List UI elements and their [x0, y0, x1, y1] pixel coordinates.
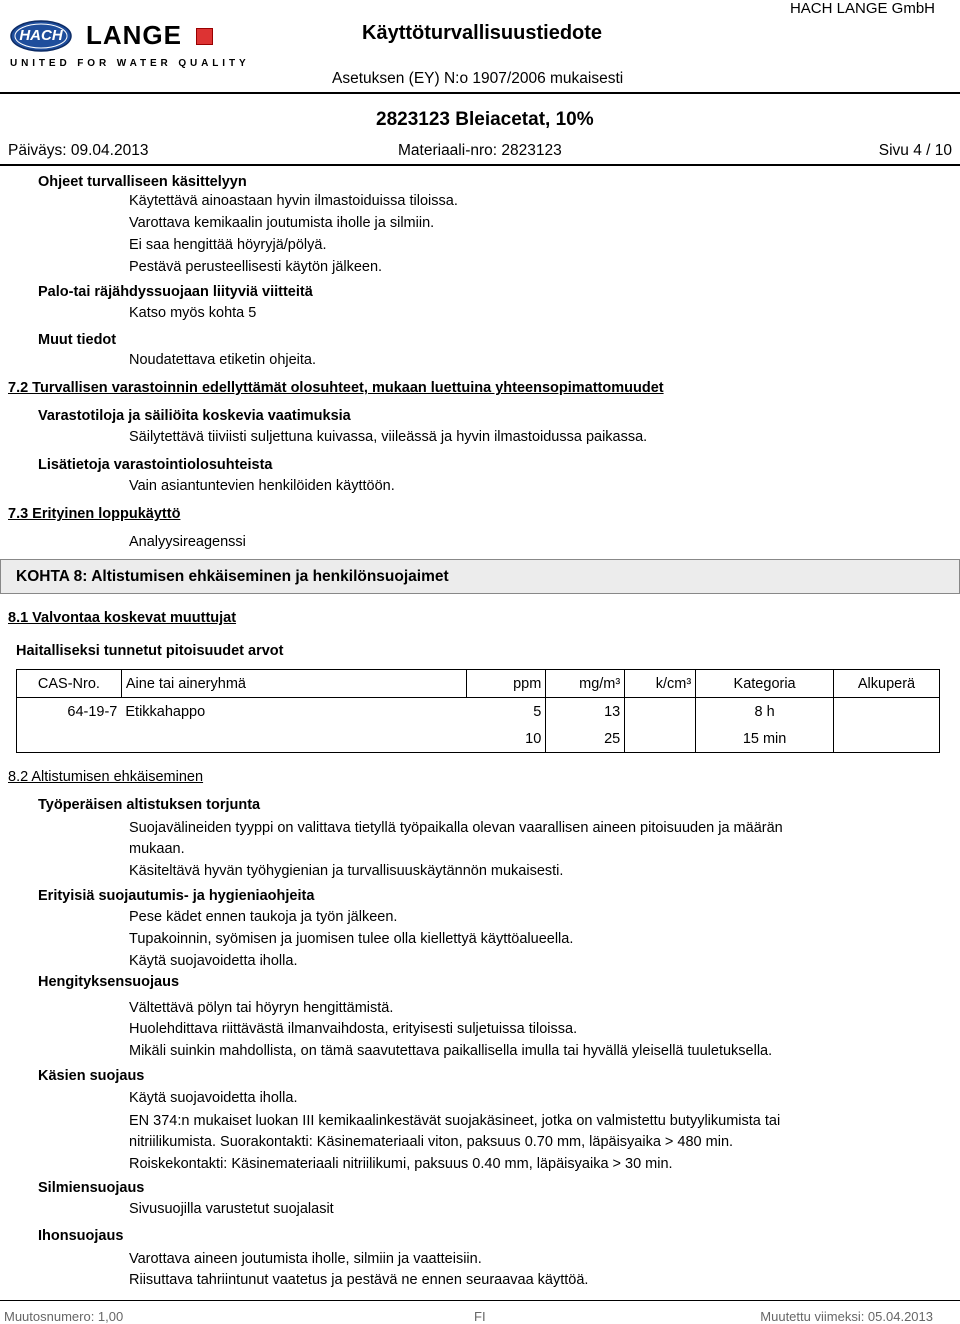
section-8-title: KOHTA 8: Altistumisen ehkäiseminen ja henkilönsuojaimet	[16, 568, 449, 585]
hach-logo	[10, 20, 72, 52]
column-header: mg/m³	[546, 670, 625, 698]
skin-protection-heading: Ihonsuojaus	[38, 1228, 124, 1244]
column-header: CAS-Nro.	[17, 670, 122, 698]
table-row	[17, 698, 940, 726]
paragraph-line: Pese kädet ennen taukoja ja työn jälkeen.	[129, 909, 398, 925]
fire-text: Katso myös kohta 5	[129, 305, 257, 321]
table-cell	[625, 725, 696, 753]
paragraph-line: Käsiteltävä hyvän työhygienian ja turvallisuuskäytännön mukaisesti.	[129, 863, 564, 879]
table-cell: 10	[467, 725, 546, 753]
tagline: UNITED FOR WATER QUALITY	[10, 58, 250, 69]
revision-number: Muutosnumero: 1,00	[4, 1309, 124, 1324]
table-header-row	[17, 670, 940, 698]
other-heading: Muut tiedot	[38, 332, 117, 348]
table-cell: 25	[546, 725, 625, 753]
header-divider	[0, 92, 960, 94]
lange-logo: LANGE	[86, 20, 182, 50]
paragraph-line: EN 374:n mukaiset luokan III kemikaalinkestävät suojakäsineet, jotka on valmistettu butyylikumista tai	[129, 1113, 781, 1129]
date: Päiväys: 09.04.2013	[8, 142, 149, 159]
storage-info-text: Vain asiantuntevien henkilöiden käyttöön.	[129, 478, 395, 494]
table-cell: 15 min	[696, 725, 834, 753]
hand-protection-heading: Käsien suojaus	[38, 1068, 145, 1084]
exposure-limits-table	[16, 669, 940, 753]
last-modified: Muutettu viimeksi: 05.04.2013	[760, 1309, 933, 1324]
paragraph-line: Varottava aineen joutumista iholle, silmiin ja vaatteisiin.	[129, 1251, 482, 1267]
paragraph-line: mukaan.	[129, 841, 185, 857]
subheader-divider	[0, 164, 960, 166]
section-8-bar	[0, 559, 960, 594]
table-cell	[17, 725, 122, 753]
storage-requirements-heading: Varastotiloja ja säiliöita koskevia vaatimuksia	[38, 408, 351, 424]
eye-protection-heading: Silmiensuojaus	[38, 1180, 145, 1196]
paragraph-line: Käytä suojavoidetta iholla.	[129, 953, 298, 969]
table-cell: 13	[546, 698, 625, 726]
section-7-3-heading: 7.3 Erityinen loppukäyttö	[8, 506, 181, 522]
language-code: FI	[474, 1309, 486, 1324]
page-number: Sivu 4 / 10	[878, 142, 952, 159]
column-header: Aine tai aineryhmä	[121, 670, 467, 698]
table-cell: Etikkahappo	[125, 703, 206, 720]
table-cell	[834, 698, 940, 726]
column-header: Alkuperä	[834, 670, 940, 698]
table-cell: 8 h	[696, 698, 834, 726]
safe-handling-heading: Ohjeet turvalliseen käsittelyyn	[38, 174, 247, 190]
hygiene-heading: Erityisiä suojautumis- ja hygieniaohjeita	[38, 888, 315, 904]
column-header: k/cm³	[625, 670, 696, 698]
work-exposure-heading: Työperäisen altistuksen torjunta	[38, 797, 261, 813]
table-cell	[834, 725, 940, 753]
storage-requirements-text: Säilytettävä tiiviisti suljettuna kuivassa, viileässä ja hyvin ilmastoidussa paikassa.	[129, 429, 648, 445]
paragraph-line: Vältettävä pölyn tai höyryn hengittämistä.	[129, 1000, 394, 1016]
eye-protection-text: Sivusuojilla varustetut suojalasit	[129, 1201, 334, 1217]
fire-heading: Palo-tai räjähdyssuojaan liityviä viitteitä	[38, 284, 313, 300]
table-cell: 5	[467, 698, 546, 726]
table-cell	[121, 725, 467, 753]
list-item: Ei saa hengittää höyryjä/pölyä.	[129, 237, 327, 253]
hach-logo-text: HACH	[19, 27, 63, 44]
section-8-1-heading: 8.1 Valvontaa koskevat muuttujat	[8, 610, 237, 626]
list-item: Käytettävä ainoastaan hyvin ilmastoiduissa tiloissa.	[129, 193, 458, 209]
company-name: HACH LANGE GmbH	[789, 0, 935, 17]
paragraph-line: Riisuttava tahriintunut vaatetus ja pestävä ne ennen seuraavaa käyttöä.	[129, 1272, 589, 1288]
footer-divider	[0, 1300, 960, 1301]
regulation: Asetuksen (EY) N:o 1907/2006 mukaisesti	[332, 70, 624, 87]
table-cell	[625, 698, 696, 726]
column-header: Kategoria	[696, 670, 834, 698]
list-item: Varottava kemikaalin joutumista iholle ja silmiin.	[129, 215, 435, 231]
document-title: Käyttöturvallisuustiedote	[362, 22, 603, 44]
section-7-2-heading: 7.2 Turvallisen varastoinnin edellyttämät olosuhteet, mukaan luettuina yhteensopimattomuudet	[8, 380, 664, 396]
table-row	[17, 725, 940, 753]
paragraph-line: Tupakoinnin, syömisen ja juomisen tulee olla kiellettyä käyttöalueella.	[129, 931, 574, 947]
exposure-limits-heading: Haitalliseksi tunnetut pitoisuudet arvot	[16, 643, 284, 659]
paragraph-line: Suojavälineiden tyyppi on valittava tietyllä työpaikalla olevan vaarallisen aineen pitoisuuden ja määrän	[129, 820, 783, 836]
column-header: ppm	[467, 670, 546, 698]
list-item: Pestävä perusteellisesti käytön jälkeen.	[129, 259, 383, 275]
material-number: Materiaali-nro: 2823123	[398, 142, 562, 159]
paragraph-line: Huolehdittava riittävästä ilmanvaihdosta, erityisesti suljetuissa tiloissa.	[129, 1021, 578, 1037]
lange-logo-mark	[196, 28, 213, 45]
section-8-2-heading: 8.2 Altistumisen ehkäiseminen	[8, 769, 204, 785]
paragraph-line: Käytä suojavoidetta iholla.	[129, 1090, 298, 1106]
other-text: Noudatettava etiketin ohjeita.	[129, 352, 317, 368]
paragraph-line: Roiskekontakti: Käsinemateriaali nitriilikumi, paksuus 0.40 mm, läpäisyaika > 30 min.	[129, 1156, 673, 1172]
product-name: 2823123 Bleiacetat, 10%	[376, 109, 594, 130]
respiratory-heading: Hengityksensuojaus	[38, 974, 180, 990]
paragraph-line: Mikäli suinkin mahdollista, on tämä saavutettava paikallisella imulla tai hyvällä yleisellä tuuletuksella.	[129, 1043, 773, 1059]
storage-info-heading: Lisätietoja varastointiolosuhteista	[38, 457, 273, 473]
table-cell: 64-19-7	[17, 698, 122, 726]
section-7-3-text: Analyysireagenssi	[129, 534, 246, 550]
paragraph-line: nitriilikumista. Suorakontakti: Käsinemateriaali viton, paksuus 0.70 mm, läpäisyaika > 480 min.	[129, 1134, 734, 1150]
